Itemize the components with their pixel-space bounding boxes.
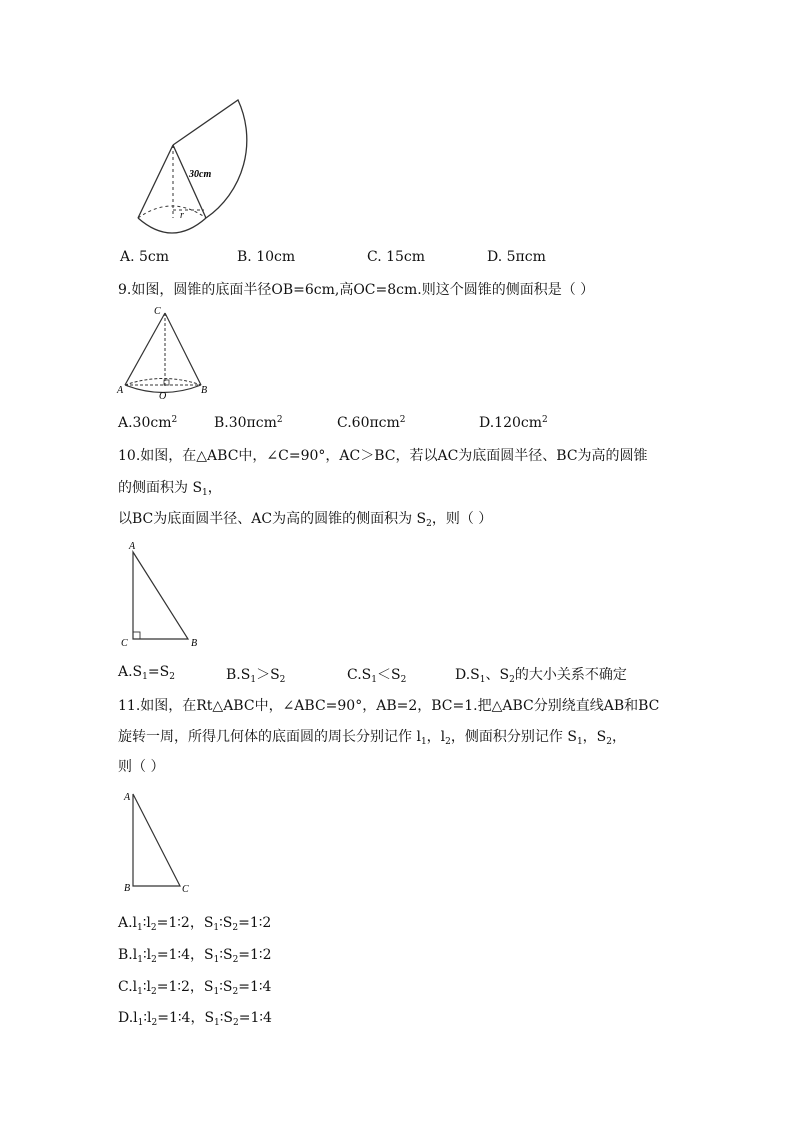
option-a[interactable]: A. 5cm xyxy=(120,249,170,265)
option-d[interactable]: $D.l_1∶l_2=1∶4$，$S_1∶S_2=1∶4$ xyxy=(118,1010,272,1028)
option-d[interactable]: $D.120cm^2$ xyxy=(479,415,548,431)
point-b-label: B xyxy=(201,385,208,396)
vertex-c-label: C xyxy=(121,638,128,649)
vertex-b-label: B xyxy=(124,883,131,894)
q11-line-1: 11.如图，在Rt△ABC中，∠ABC=90°，AB=2，BC=1.把△ABC分别绕直线AB和BC xyxy=(118,698,660,714)
option-c[interactable]: C.60πcm$^2$ xyxy=(337,415,406,431)
option-d[interactable]: $D.S_1$、$S_2$的大小关系不确定 xyxy=(455,667,627,685)
option-a[interactable]: $A.l_1∶l_2=1∶2$，$S_1∶S_2=1∶2$ xyxy=(118,915,272,933)
slant-height-label: 30cm xyxy=(189,169,212,180)
option-a[interactable]: $A.30cm^2$ xyxy=(118,415,178,431)
vertex-c-label: C xyxy=(154,306,161,317)
q10-line-3: 以BC为底面圆半径、AC为高的圆锥的侧面积为 $S_2$，则（ ） xyxy=(118,511,493,529)
q10-line-2: 的侧面积为 $S_1$， xyxy=(118,480,222,498)
option-c[interactable]: C. 15cm xyxy=(367,249,426,265)
option-b[interactable]: B.30πcm$^2$ xyxy=(214,415,283,431)
vertex-c-label: C xyxy=(182,884,189,895)
radius-label: r xyxy=(180,210,184,221)
center-o-label: O xyxy=(159,391,167,402)
option-a[interactable]: $A.S_1=S_2$ xyxy=(118,664,175,682)
q9-stem: 9.如图，圆锥的底面半径OB=6cm,高OC=8cm.则这个圆锥的侧面积是（ ） xyxy=(118,282,595,298)
q10-line-1: 10.如图，在△ABC中，∠C=90°，AC＞BC，若以AC为底面圆半径、BC为高的圆锥 xyxy=(118,448,648,464)
vertex-b-label: B xyxy=(191,638,198,649)
q11-line-2: 旋转一周，所得几何体的底面圆的周长分别记作 $l_1$，$l_2$，侧面积分别记作 $S_1$，$S_2$， xyxy=(118,729,626,747)
option-c[interactable]: $C.l_1∶l_2=1∶2$，$S_1∶S_2=1∶4$ xyxy=(118,979,272,997)
point-a-label: A xyxy=(117,385,124,396)
q11-line-3: 则（ ） xyxy=(118,759,165,775)
option-b[interactable]: $B.l_1∶l_2=1∶4$，$S_1∶S_2=1∶2$ xyxy=(118,947,272,965)
vertex-a-label: A xyxy=(129,541,136,552)
option-b[interactable]: $B.S_1>S_2$ xyxy=(226,667,286,685)
vertex-a-label: A xyxy=(124,792,131,803)
option-b[interactable]: B. 10cm xyxy=(237,249,296,265)
option-d[interactable]: D. 5πcm xyxy=(487,249,546,265)
option-c[interactable]: $C.S_1<S_2$ xyxy=(347,667,407,685)
